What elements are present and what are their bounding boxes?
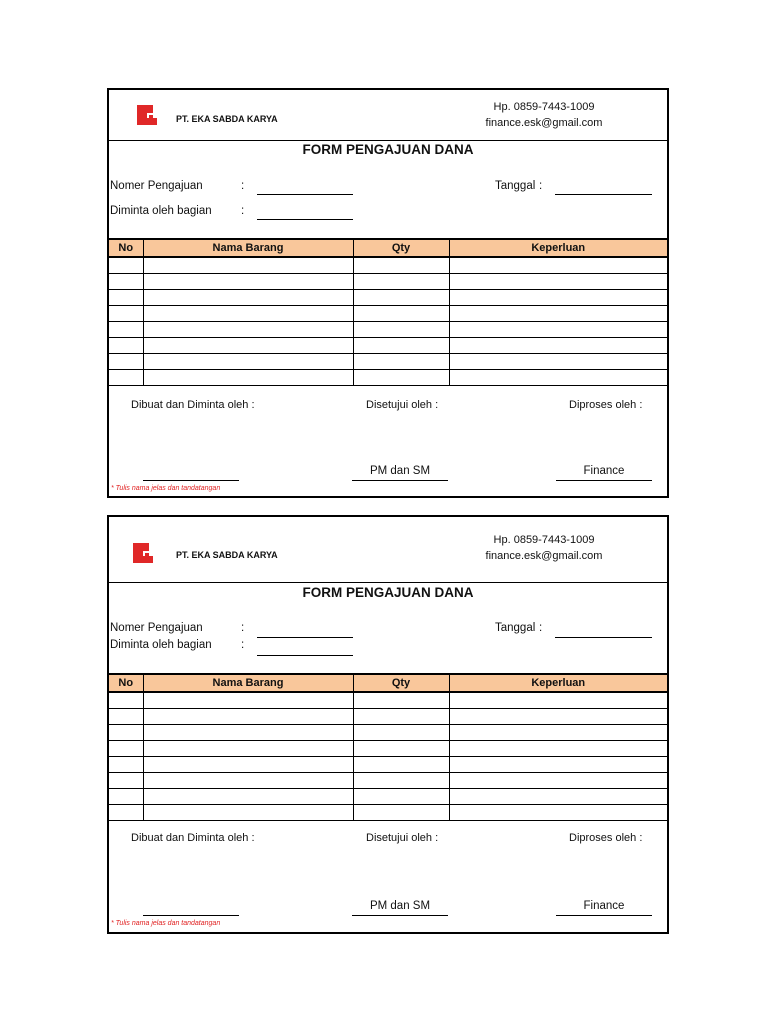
- finance-signature-line[interactable]: [556, 480, 652, 481]
- cell-keperluan[interactable]: [449, 741, 667, 757]
- nomer-pengajuan-label: Nomer Pengajuan: [110, 180, 203, 192]
- pm-sm-name: PM dan SM: [369, 465, 431, 477]
- cell-nama-barang[interactable]: [143, 709, 353, 725]
- table-header-row: [109, 674, 667, 692]
- diminta-bagian-label: Diminta oleh bagian: [110, 639, 212, 651]
- cell-keperluan[interactable]: [449, 789, 667, 805]
- table-row: [109, 274, 667, 290]
- company-logo-icon: [133, 543, 153, 563]
- disetujui-label: Disetujui oleh :: [366, 399, 439, 411]
- cell-keperluan[interactable]: [449, 709, 667, 725]
- dibuat-signature-line[interactable]: [143, 915, 239, 916]
- cell-keperluan[interactable]: [449, 757, 667, 773]
- diminta-bagian-field[interactable]: [257, 655, 353, 656]
- column-header-no: No: [109, 239, 143, 257]
- finance-name: Finance: [583, 900, 625, 912]
- cell-keperluan[interactable]: [449, 290, 667, 306]
- dibuat-signature-line[interactable]: [143, 480, 239, 481]
- cell-nama-barang[interactable]: [143, 354, 353, 370]
- cell-no[interactable]: [109, 274, 143, 290]
- column-header-keperluan: Keperluan: [449, 674, 667, 692]
- table-row: [109, 322, 667, 338]
- cell-qty[interactable]: [353, 354, 449, 370]
- cell-nama-barang[interactable]: [143, 322, 353, 338]
- form-title: FORM PENGAJUAN DANA: [302, 142, 474, 157]
- finance-signature-line[interactable]: [556, 915, 652, 916]
- cell-qty[interactable]: [353, 692, 449, 709]
- cell-qty[interactable]: [353, 257, 449, 274]
- cell-qty[interactable]: [353, 709, 449, 725]
- cell-no[interactable]: [109, 757, 143, 773]
- cell-qty[interactable]: [353, 757, 449, 773]
- cell-no[interactable]: [109, 692, 143, 709]
- cell-no[interactable]: [109, 306, 143, 322]
- cell-qty[interactable]: [353, 290, 449, 306]
- cell-keperluan[interactable]: [449, 370, 667, 386]
- column-header-no: No: [109, 674, 143, 692]
- cell-no[interactable]: [109, 257, 143, 274]
- tanggal-label: Tanggal: [495, 180, 536, 192]
- cell-nama-barang[interactable]: [143, 306, 353, 322]
- cell-keperluan[interactable]: [449, 257, 667, 274]
- form-header: [109, 517, 667, 583]
- cell-qty[interactable]: [353, 306, 449, 322]
- cell-qty[interactable]: [353, 789, 449, 805]
- pm-sm-name: PM dan SM: [369, 900, 431, 912]
- cell-no[interactable]: [109, 290, 143, 306]
- cell-qty[interactable]: [353, 274, 449, 290]
- table-row: [109, 725, 667, 741]
- cell-keperluan[interactable]: [449, 805, 667, 821]
- cell-qty[interactable]: [353, 322, 449, 338]
- company-name: PT. EKA SABDA KARYA: [176, 114, 278, 124]
- table-row: [109, 709, 667, 725]
- table-row: [109, 757, 667, 773]
- company-name: PT. EKA SABDA KARYA: [176, 550, 278, 560]
- cell-qty[interactable]: [353, 338, 449, 354]
- company-logo-icon: [137, 105, 157, 125]
- cell-no[interactable]: [109, 805, 143, 821]
- nomer-pengajuan-field[interactable]: [257, 637, 353, 638]
- cell-no[interactable]: [109, 338, 143, 354]
- cell-nama-barang[interactable]: [143, 789, 353, 805]
- cell-qty[interactable]: [353, 805, 449, 821]
- cell-nama-barang[interactable]: [143, 757, 353, 773]
- diminta-bagian-label: Diminta oleh bagian: [110, 205, 212, 217]
- column-header-qty: Qty: [353, 239, 449, 257]
- table-row: [109, 692, 667, 709]
- diproses-label: Diproses oleh :: [569, 399, 643, 411]
- tanggal-field[interactable]: [555, 637, 652, 638]
- table-row: [109, 306, 667, 322]
- cell-keperluan[interactable]: [449, 354, 667, 370]
- cell-nama-barang[interactable]: [143, 725, 353, 741]
- table-row: [109, 338, 667, 354]
- cell-nama-barang[interactable]: [143, 741, 353, 757]
- cell-nama-barang[interactable]: [143, 370, 353, 386]
- column-header-keperluan: Keperluan: [449, 239, 667, 257]
- nomer-pengajuan-label: Nomer Pengajuan: [110, 622, 203, 634]
- fund-request-form: [107, 515, 669, 934]
- cell-keperluan[interactable]: [449, 692, 667, 709]
- phone-number: Hp. 0859-7443-1009: [493, 101, 595, 113]
- table-row: [109, 789, 667, 805]
- fund-request-form: [107, 88, 669, 498]
- tanggal-label: Tanggal: [495, 622, 536, 634]
- cell-qty[interactable]: [353, 741, 449, 757]
- tanggal-colon: :: [539, 180, 543, 192]
- diproses-label: Diproses oleh :: [569, 832, 643, 844]
- tanggal-field[interactable]: [555, 194, 652, 195]
- dibuat-label: Dibuat dan Diminta oleh :: [131, 832, 255, 844]
- cell-nama-barang[interactable]: [143, 805, 353, 821]
- cell-qty[interactable]: [353, 773, 449, 789]
- cell-keperluan[interactable]: [449, 274, 667, 290]
- email-address: finance.esk@gmail.com: [485, 550, 603, 562]
- form-title: FORM PENGAJUAN DANA: [302, 585, 474, 600]
- table-row: [109, 805, 667, 821]
- diminta-colon: :: [241, 205, 245, 217]
- nomer-pengajuan-field[interactable]: [257, 194, 353, 195]
- nomer-colon: :: [241, 180, 245, 192]
- cell-no[interactable]: [109, 354, 143, 370]
- signature-note: * Tulis nama jelas dan tandatangan: [111, 485, 221, 492]
- diminta-bagian-field[interactable]: [257, 219, 353, 220]
- cell-nama-barang[interactable]: [143, 773, 353, 789]
- cell-no[interactable]: [109, 725, 143, 741]
- signature-note: * Tulis nama jelas dan tandatangan: [111, 920, 221, 927]
- cell-qty[interactable]: [353, 370, 449, 386]
- email-address: finance.esk@gmail.com: [485, 117, 603, 129]
- contact-info: [479, 99, 609, 131]
- column-header-nama-barang: Nama Barang: [143, 239, 353, 257]
- table-row: [109, 354, 667, 370]
- table-row: [109, 290, 667, 306]
- tanggal-colon: :: [539, 622, 543, 634]
- items-table: [109, 673, 667, 821]
- table-row: [109, 741, 667, 757]
- cell-keperluan[interactable]: [449, 322, 667, 338]
- diminta-colon: :: [241, 639, 245, 651]
- nomer-colon: :: [241, 622, 245, 634]
- table-row: [109, 370, 667, 386]
- cell-no[interactable]: [109, 789, 143, 805]
- cell-nama-barang[interactable]: [143, 338, 353, 354]
- cell-qty[interactable]: [353, 725, 449, 741]
- cell-nama-barang[interactable]: [143, 274, 353, 290]
- dibuat-label: Dibuat dan Diminta oleh :: [131, 399, 255, 411]
- cell-nama-barang[interactable]: [143, 692, 353, 709]
- table-row: [109, 773, 667, 789]
- cell-nama-barang[interactable]: [143, 290, 353, 306]
- table-row: [109, 257, 667, 274]
- cell-no[interactable]: [109, 773, 143, 789]
- cell-keperluan[interactable]: [449, 725, 667, 741]
- cell-keperluan[interactable]: [449, 306, 667, 322]
- cell-keperluan[interactable]: [449, 338, 667, 354]
- column-header-qty: Qty: [353, 674, 449, 692]
- cell-no[interactable]: [109, 370, 143, 386]
- cell-no[interactable]: [109, 741, 143, 757]
- finance-name: Finance: [583, 465, 625, 477]
- pm-sm-signature-line[interactable]: [352, 915, 448, 916]
- items-table: [109, 238, 667, 386]
- form-header: [109, 90, 667, 141]
- pm-sm-signature-line[interactable]: [352, 480, 448, 481]
- cell-keperluan[interactable]: [449, 773, 667, 789]
- table-header-row: [109, 239, 667, 257]
- cell-nama-barang[interactable]: [143, 257, 353, 274]
- cell-no[interactable]: [109, 322, 143, 338]
- contact-info: [479, 532, 609, 564]
- column-header-nama-barang: Nama Barang: [143, 674, 353, 692]
- phone-number: Hp. 0859-7443-1009: [493, 534, 595, 546]
- disetujui-label: Disetujui oleh :: [366, 832, 439, 844]
- cell-no[interactable]: [109, 709, 143, 725]
